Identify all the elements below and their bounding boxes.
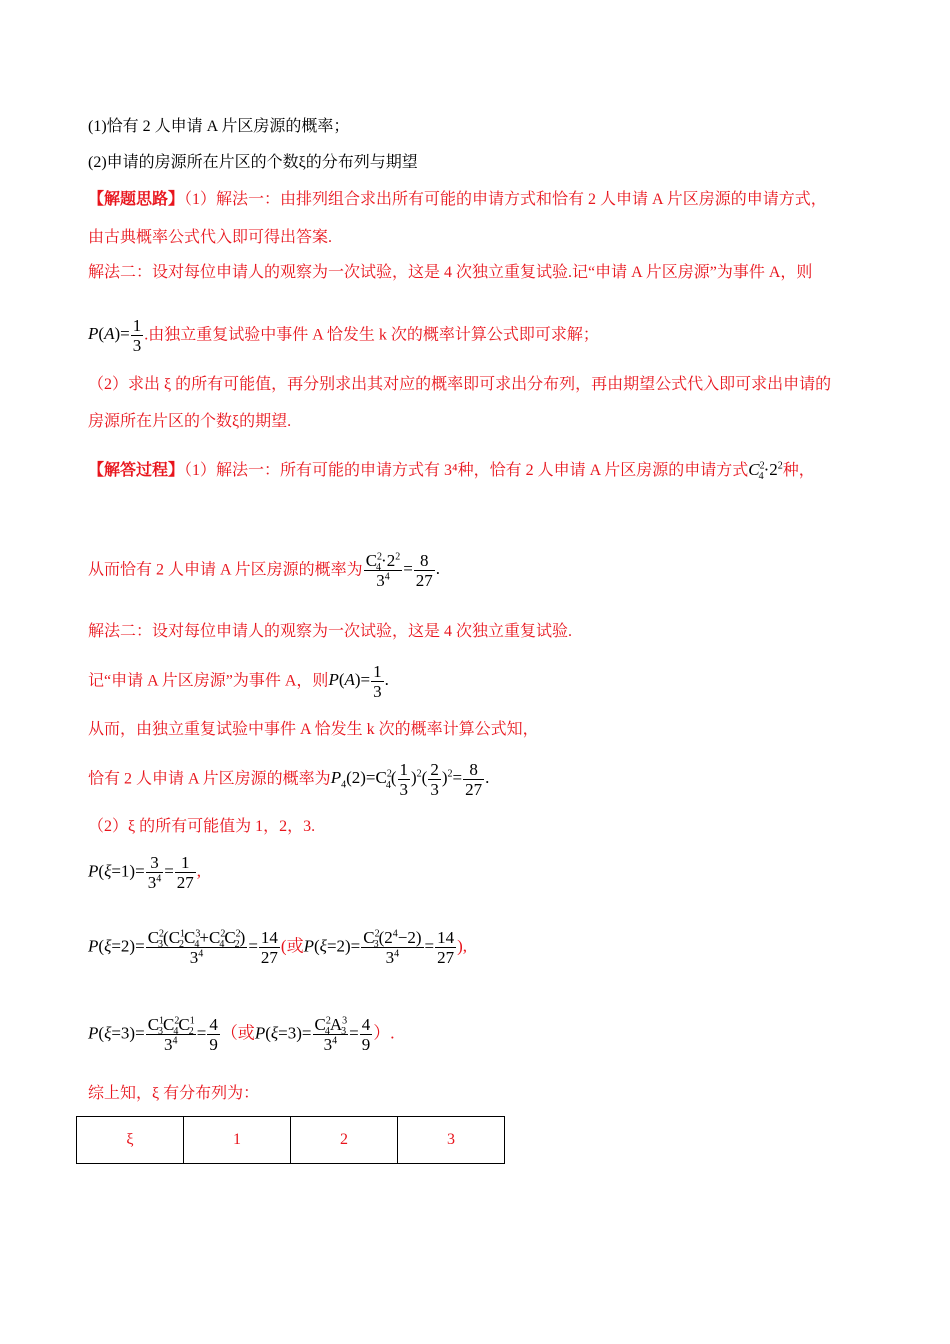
formula-p4-2: $P_4(2)=C^2_4$( $\frac{1}{3}$ )$^2$( $\frac{2}{3}$ )$^2$= $\frac{8}{27}$ . bbox=[330, 760, 490, 799]
thinking-line-4 bbox=[88, 316, 599, 355]
or-open-2: （或 bbox=[220, 1023, 255, 1043]
or-open-1: (或 bbox=[280, 936, 304, 956]
formula-xi-2: P(ξ=2)= $\frac{C^2_3(C^1_2C^3_4+C^2_4C^2_2)}{3^4}$ = $\frac{14}{27}$ (或P(ξ=2)= $\frac{C^2_3(2^4-2)}{3^4}$ = $\frac{14}{27}$ ), bbox=[88, 928, 468, 967]
thinking-line-6: 房源所在片区的个数ξ的期望. bbox=[88, 413, 292, 430]
formula-pa: P(A)= $\frac{1}{3}$ bbox=[88, 316, 142, 355]
formula-pa-2: P(A)= $\frac{1}{3}$ . bbox=[328, 662, 389, 701]
thinking-line-5: （2）求出 ξ 的所有可能值，再分别求出其对应的概率即可求出分布列，再由期望公式代入即可求出申请的 bbox=[88, 376, 832, 393]
process-line-3: 解法二：设对每位申请人的观察为一次试验，这是 4 次独立重复试验. bbox=[88, 623, 573, 640]
process-text-4: 记“申请 A 片区房源”为事件 A，则 bbox=[88, 672, 329, 690]
process-tag: 【解答过程】 bbox=[88, 462, 185, 479]
table-row bbox=[77, 1117, 505, 1164]
formula-xi-3: P(ξ=3)= $\frac{C^1_3C^2_4C^1_2}{3^4}$ = $\frac{4}{9}$ （或P(ξ=3)= $\frac{C^2_4A^3_3}{3^4}$ = $\frac{4}{9}$ ）. bbox=[88, 1015, 395, 1054]
distribution-table bbox=[76, 1116, 505, 1164]
thinking-tag: 【解题思路】 bbox=[88, 191, 185, 208]
process-line-5: 从而，由独立重复试验中事件 A 恰发生 k 次的概率计算公式知， bbox=[88, 721, 539, 738]
formula-xi-1: P(ξ=1)= $\frac{3}{3^4}$ = $\frac{1}{27}$ , bbox=[88, 853, 202, 892]
thinking-text-1: （1）解法一：由排列组合求出所有可能的申请方式和恰有 2 人申请 A 片区房源的申请方式， bbox=[184, 191, 827, 208]
process-text-1-end: 种， bbox=[782, 462, 815, 479]
process-text-6: 恰有 2 人申请 A 片区房源的概率为 bbox=[88, 770, 331, 788]
question-2: (2)申请的房源所在片区的个数ξ的分布列与期望 bbox=[88, 154, 418, 171]
process-line-4 bbox=[88, 662, 389, 701]
summary-line: 综上知，ξ 有分布列为： bbox=[88, 1085, 260, 1102]
process-line-1 bbox=[88, 459, 815, 482]
table-cell-1: 1 bbox=[184, 1117, 291, 1164]
thinking-line-3: 解法二：设对每位申请人的观察为一次试验，这是 4 次独立重复试验.记“申请 A 片区房源”为事件 A，则 bbox=[88, 264, 813, 281]
table-cell-3: 3 bbox=[398, 1117, 505, 1164]
process-line-2 bbox=[88, 551, 440, 590]
table-cell-xi: ξ bbox=[77, 1117, 184, 1164]
table-cell-2: 2 bbox=[291, 1117, 398, 1164]
thinking-text-4: .由独立重复试验中事件 A 恰发生 k 次的概率计算公式即可求解； bbox=[144, 326, 599, 344]
question-1: (1)恰有 2 人申请 A 片区房源的概率； bbox=[88, 118, 350, 135]
formula-prob-1: $\frac{C^2_4\cdot 2^2}{3^4}$ = $\frac{8}{27}$ . bbox=[365, 551, 441, 590]
process-text-1: （1）解法一：所有可能的申请方式有 3⁴种，恰有 2 人申请 A 片区房源的申请方式 bbox=[184, 462, 749, 479]
process-text-2: 从而恰有 2 人申请 A 片区房源的概率为 bbox=[88, 561, 363, 579]
thinking-line-1 bbox=[88, 189, 827, 211]
thinking-line-2: 由古典概率公式代入即可得出答案. bbox=[88, 229, 333, 246]
process-line-7: （2）ξ 的所有可能值为 1，2，3. bbox=[88, 818, 316, 835]
process-line-6 bbox=[88, 760, 489, 799]
formula-c42-22: $C^2_4\cdot 2^2$ bbox=[748, 460, 783, 483]
